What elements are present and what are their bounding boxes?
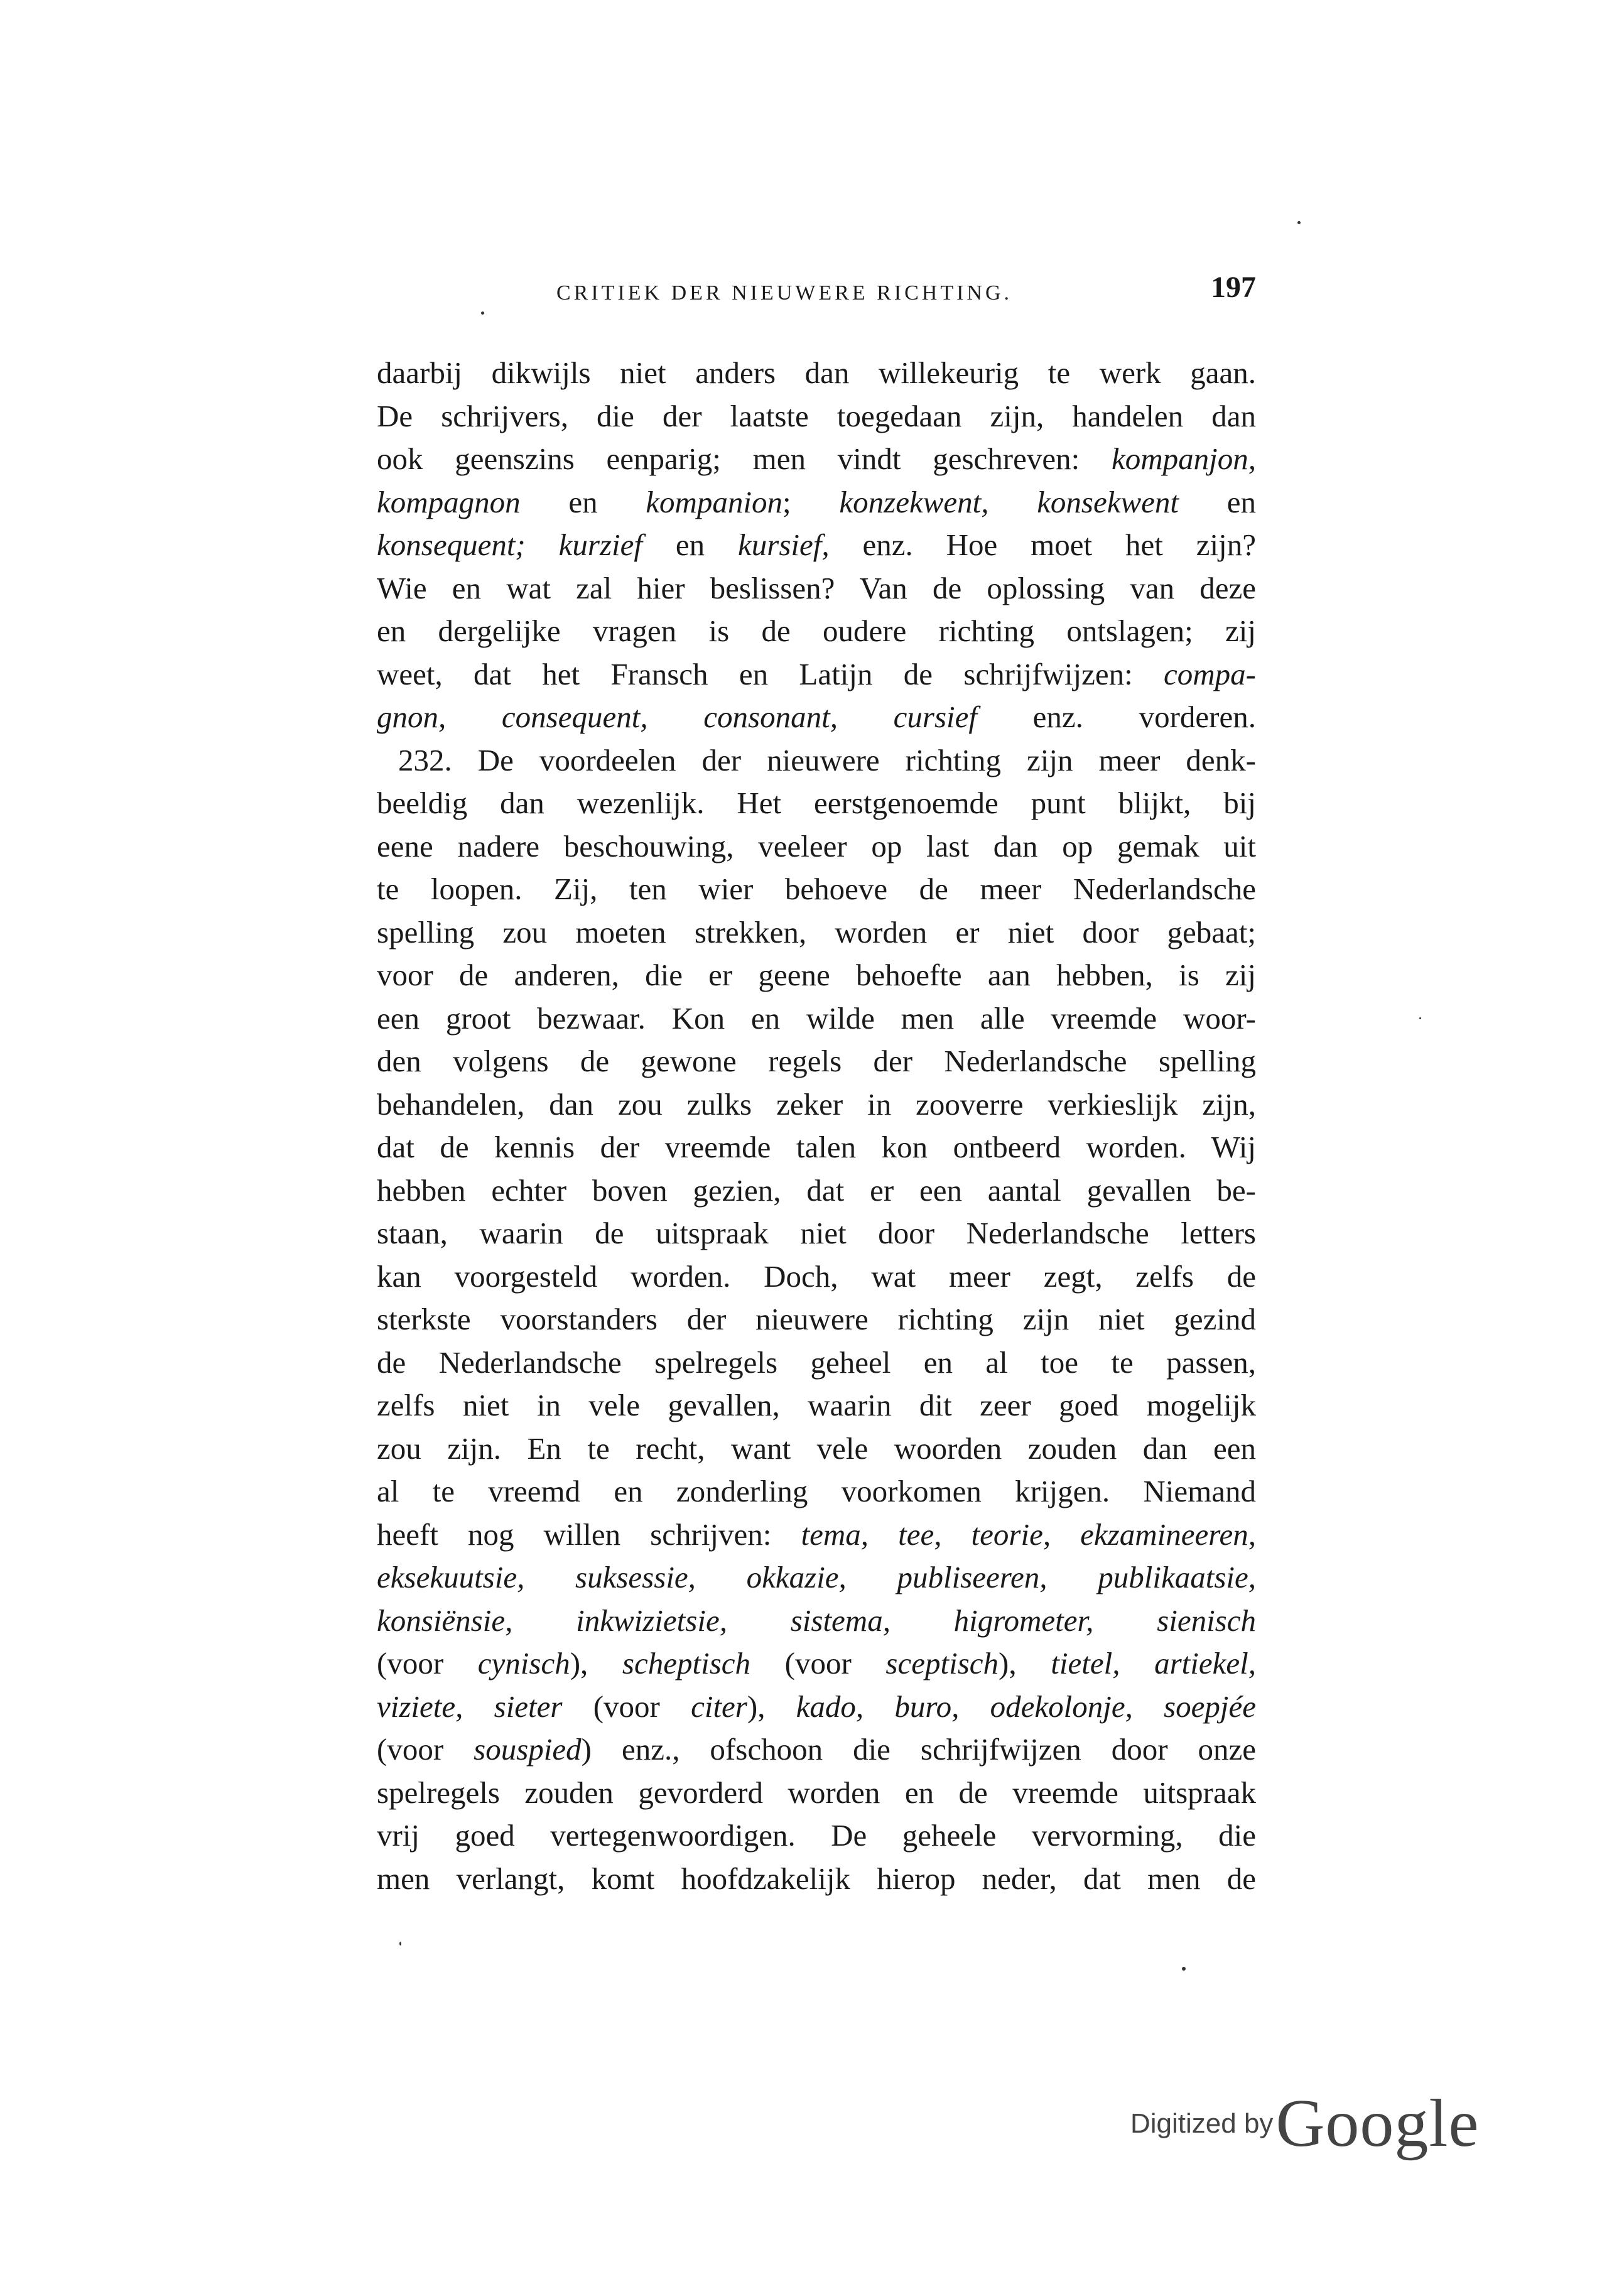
text-line xyxy=(377,739,1256,782)
text-run: vrij goed vertegenwoordigen. De geheele vervorming, die xyxy=(377,1818,1256,1853)
italic-text: tietel, artiekel, xyxy=(1051,1646,1256,1680)
text-line xyxy=(377,1858,1256,1901)
text-run: behandelen, dan zou zulks zeker in zooverre verkieslijk zijn, xyxy=(377,1086,1256,1122)
text-run: De schrijvers, die der laatste toegedaan zijn, handelen dan xyxy=(377,398,1256,433)
text-run: men verlangt, komt hoofdzakelijk hierop neder, dat men de xyxy=(377,1861,1256,1896)
text-line xyxy=(377,1814,1256,1858)
text-line xyxy=(377,481,1256,524)
text-run: staan, waarin de uitspraak niet door Nederlandsche letters xyxy=(377,1216,1256,1250)
text-run: den volgens de gewone regels der Nederlandsche spelling xyxy=(377,1044,1256,1078)
italic-text: compa- xyxy=(1164,656,1256,691)
italic-text: kompagnon xyxy=(377,484,521,519)
text-run: en xyxy=(642,528,739,562)
text-run: (voor xyxy=(377,1646,478,1680)
scan-speck xyxy=(1419,1017,1421,1019)
italic-text: citer xyxy=(691,1689,747,1724)
text-run: weet, dat het Fransch en Latijn de schrijfwijzen: xyxy=(377,656,1164,691)
text-line xyxy=(377,1126,1256,1169)
italic-text: kado, buro, odekolonje, soepjée xyxy=(796,1689,1256,1724)
google-logo: Google xyxy=(1275,2086,1480,2161)
page-header xyxy=(377,270,1256,320)
text-line xyxy=(377,1341,1256,1385)
text-run: dat de kennis der vreemde talen kon ontbeerd worden. Wij xyxy=(377,1130,1256,1164)
text-run: zelfs niet in vele gevallen, waarin dit zeer goed mogelijk xyxy=(377,1388,1256,1422)
text-line xyxy=(377,1255,1256,1299)
text-line xyxy=(377,1298,1256,1341)
text-run: daarbij dikwijls niet anders dan willekeurig te werk gaan. xyxy=(377,355,1256,390)
text-run: hebben echter boven gezien, dat er een aantal gevallen be- xyxy=(377,1172,1256,1208)
text-line xyxy=(377,610,1256,653)
text-run: enz. Hoe moet het zijn? xyxy=(829,528,1256,562)
text-run: en xyxy=(520,484,646,519)
running-head: CRITIEK DER NIEUWERE RICHTING. xyxy=(556,281,1013,305)
text-run: (voor xyxy=(750,1646,886,1680)
italic-text: konzekwent, konsekwent xyxy=(839,484,1179,519)
text-line xyxy=(377,825,1256,869)
text-line xyxy=(377,567,1256,610)
italic-text: souspied xyxy=(474,1732,582,1767)
body-text xyxy=(377,352,1256,1900)
text-run: enz. vorderen. xyxy=(977,700,1256,734)
text-run: te loopen. Zij, ten wier behoeve de meer Nederlandsche xyxy=(377,872,1256,906)
text-run: heeft nog willen schrijven: xyxy=(377,1517,801,1552)
text-line xyxy=(377,1427,1256,1471)
text-run: eene nadere beschouwing, veeleer op last dan op gemak uit xyxy=(377,828,1256,863)
text-line xyxy=(377,395,1256,438)
text-run: (voor xyxy=(377,1732,474,1767)
text-line xyxy=(377,696,1256,739)
text-run: en xyxy=(1179,484,1256,519)
text-line xyxy=(377,1083,1256,1127)
text-line xyxy=(377,352,1256,395)
text-run: kan voorgesteld worden. Doch, wat meer zegt, zelfs de xyxy=(377,1258,1256,1294)
italic-text: sceptisch xyxy=(885,1646,999,1680)
text-run: al te vreemd en zonderling voorkomen krijgen. Niemand xyxy=(377,1474,1256,1508)
italic-text: eksekuutsie, suksessie, okkazie, publiseeren, publikaatsie, xyxy=(377,1560,1256,1594)
text-run: spelregels zouden gevorderd worden en de vreemde uitspraak xyxy=(377,1775,1256,1810)
text-line xyxy=(377,1599,1256,1643)
text-line xyxy=(377,1642,1256,1686)
text-run: en dergelijke vragen is de oudere richting ontslagen; zij xyxy=(377,614,1256,648)
italic-text: kompanion xyxy=(646,484,783,519)
italic-text: scheptisch xyxy=(622,1646,751,1680)
scan-speck xyxy=(1182,1967,1186,1971)
text-run: de Nederlandsche spelregels geheel en al toe te passen, xyxy=(377,1345,1256,1380)
text-line xyxy=(377,1556,1256,1599)
text-line xyxy=(377,1686,1256,1729)
text-line xyxy=(377,868,1256,911)
text-line xyxy=(377,1470,1256,1513)
italic-text: kursief, xyxy=(738,528,830,562)
text-line xyxy=(377,524,1256,567)
scan-speck xyxy=(1297,221,1301,224)
text-run: beeldig dan wezenlijk. Het eerstgenoemde punt blijkt, bij xyxy=(377,786,1256,820)
text-line xyxy=(377,782,1256,825)
text-line xyxy=(377,1728,1256,1772)
text-line xyxy=(377,438,1256,481)
watermark-prefix: Digitized by xyxy=(1130,2108,1274,2139)
text-run: een groot bezwaar. Kon en wilde men alle vreemde woor- xyxy=(377,1000,1256,1036)
text-line xyxy=(377,1169,1256,1213)
text-run: ook geenszins eenparig; men vindt geschreven: xyxy=(377,441,1112,476)
digitized-by-google-watermark xyxy=(1130,2085,1479,2163)
text-line xyxy=(377,1040,1256,1083)
text-run: ), xyxy=(747,1689,796,1724)
text-line xyxy=(377,653,1256,696)
italic-text: viziete, sieter xyxy=(377,1689,563,1724)
italic-text: cynisch xyxy=(477,1646,570,1680)
text-run: ), xyxy=(999,1646,1051,1680)
italic-text: konsequent; kurzief xyxy=(377,528,642,562)
text-run: (voor xyxy=(562,1689,691,1724)
text-line xyxy=(377,997,1256,1041)
scan-speck xyxy=(399,1942,401,1945)
page-number: 197 xyxy=(1211,271,1256,304)
text-run: spelling zou moeten strekken, worden er niet door gebaat; xyxy=(377,914,1256,950)
text-line xyxy=(377,1212,1256,1255)
text-run: voor de anderen, die er geene behoefte aan hebben, is zij xyxy=(377,958,1256,992)
text-run: zou zijn. En te recht, want vele woorden zouden dan een xyxy=(377,1431,1256,1466)
italic-text: gnon, consequent, consonant, cursief xyxy=(377,700,977,734)
text-line xyxy=(377,911,1256,955)
text-run: Wie en wat zal hier beslissen? Van de oplossing van deze xyxy=(377,570,1256,605)
text-run: 232. De voordeelen der nieuwere richting zijn meer denk- xyxy=(398,742,1256,777)
italic-text: konsiënsie, inkwizietsie, sistema, higrometer, sienisch xyxy=(377,1603,1256,1638)
text-run: sterkste voorstanders der nieuwere richting zijn niet gezind xyxy=(377,1302,1256,1336)
text-line xyxy=(377,954,1256,997)
text-run: ) enz., ofschoon die schrijfwijzen door onze xyxy=(581,1732,1256,1767)
scan-speck xyxy=(481,311,484,315)
italic-text: tema, tee, teorie, ekzamineeren, xyxy=(801,1517,1256,1552)
text-line xyxy=(377,1772,1256,1815)
text-line xyxy=(377,1513,1256,1557)
text-run: ; xyxy=(782,484,840,519)
text-run: ), xyxy=(570,1646,622,1680)
text-line xyxy=(377,1384,1256,1427)
italic-text: kompanjon, xyxy=(1112,441,1256,476)
